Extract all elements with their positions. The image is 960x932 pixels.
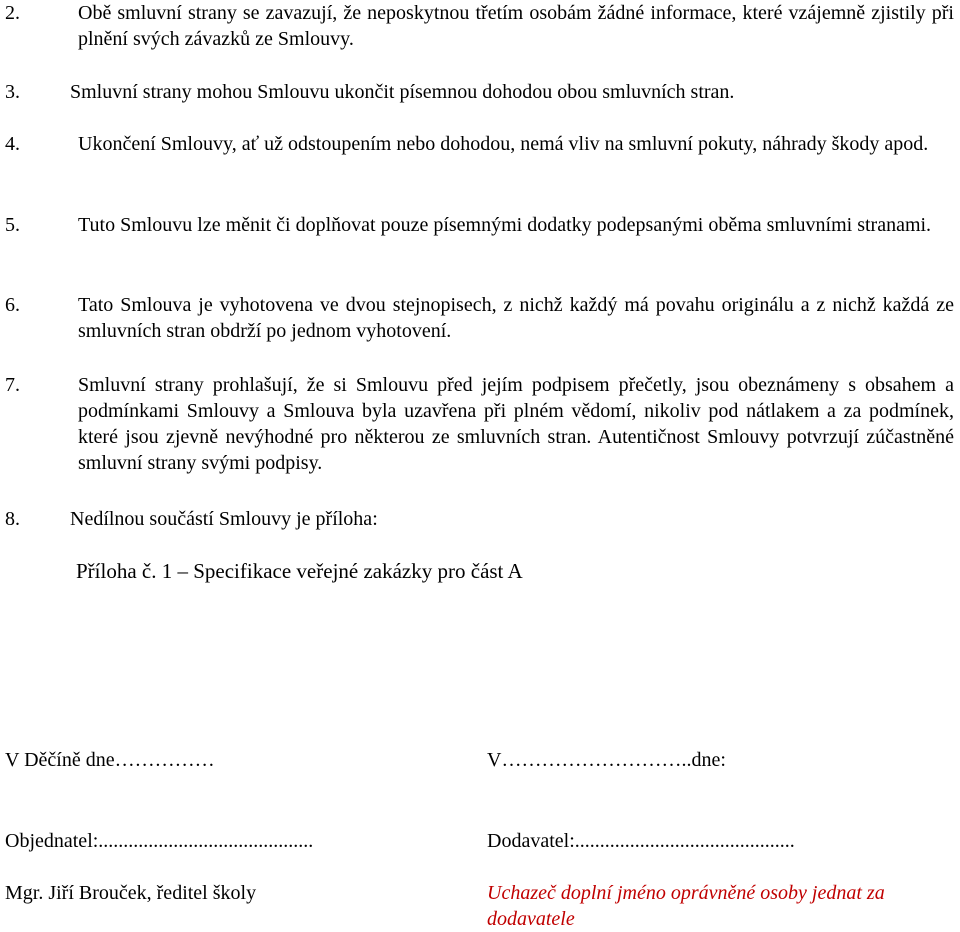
clause-text: Tuto Smlouvu lze měnit či doplňovat pouze písemnými dodatky podepsanými oběma smluvními stranami. bbox=[78, 214, 932, 236]
clause-text: Smluvní strany mohou Smlouvu ukončit písemnou dohodou obou smluvních stran. bbox=[70, 81, 735, 103]
clause-number: 7. bbox=[5, 374, 20, 396]
left-place-date: V Děčíně dne…………… bbox=[5, 749, 215, 771]
clause-number: 3. bbox=[5, 81, 20, 103]
clause-text: Tato Smlouva je vyhotovena ve dvou stejnopisech, z nichž každý má povahu originálu a z nichž každá ze smluvních stran obdrží po jednom vyhotovení. bbox=[78, 294, 954, 342]
left-signatory-name: Mgr. Jiří Brouček, ředitel školy bbox=[5, 882, 257, 904]
clause-number: 8. bbox=[5, 508, 20, 530]
right-signatory-note: Uchazeč doplní jméno oprávněné osoby jednat za dodavatele bbox=[487, 882, 885, 930]
clause-text: Smluvní strany prohlašují, že si Smlouvu před jejím podpisem přečetly, jsou obeznámeny s obsahem a podmínkami Smlouvy a Smlouva byla uzavřena při plném vědomí, nikoliv pod nátlakem a za podmínek, které jsou zjevně nevýhodné pro některou ze smluvních stran. Autentičnost Smlouvy potvrzují zúčastněné smluvní strany svými podpisy. bbox=[78, 374, 954, 474]
left-role: Objednatel:........................................... bbox=[5, 830, 314, 852]
right-role: Dodavatel:............................................ bbox=[487, 830, 795, 852]
clause-text: Ukončení Smlouvy, ať už odstoupením nebo dohodou, nemá vliv na smluvní pokuty, náhrady škody apod. bbox=[78, 133, 929, 155]
clause-text: Nedílnou součástí Smlouvy je příloha: bbox=[70, 508, 378, 530]
clause-number: 4. bbox=[5, 133, 20, 155]
right-place-date: V………………………..dne: bbox=[487, 749, 726, 771]
clause-number: 2. bbox=[5, 2, 20, 24]
attachment-line: Příloha č. 1 – Specifikace veřejné zakázky pro část A bbox=[76, 559, 523, 583]
clause-text: Obě smluvní strany se zavazují, že neposkytnou třetím osobám žádné informace, které vzájemně zjistily při plnění svých závazků ze Smlouvy. bbox=[78, 2, 954, 50]
clause-number: 5. bbox=[5, 214, 20, 236]
clause-number: 6. bbox=[5, 294, 20, 316]
